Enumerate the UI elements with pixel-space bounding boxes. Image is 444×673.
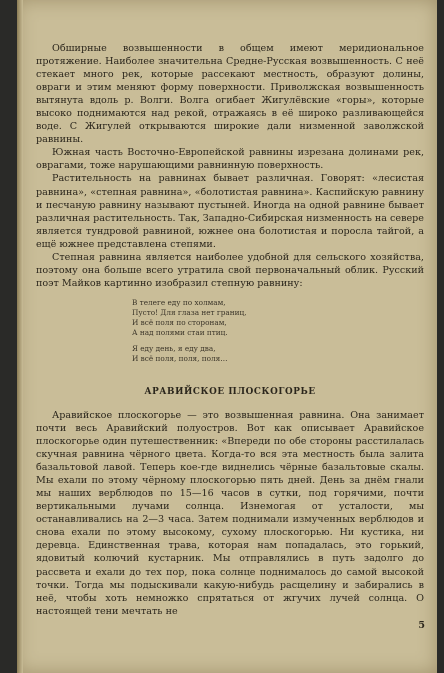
page-body	[36, 42, 424, 618]
poem-line: Я еду день, я еду два,	[132, 343, 216, 353]
book-spine-shadow	[17, 0, 23, 673]
paragraph: Аравийское плоскогорье — это возвышенная равнина. Она занимает почти весь Аравийский полуостров. Вот как описывает Аравийское плоскогорье один путешественник: «Впереди по обе стороны расстилалась скучная равнина чёрного цвета. Когда-то вся эта местность была залита базальтовой лавой. Теперь кое-где виднелись чёрные базальтовые скалы. Мы ехали по этому чёрному плоскогорью пять дней. День за днём гнали мы наших верблюдов по 15—16 часов в сутки, под горячими, почти вертикальными лучами солнца. Изнемогая от усталости, мы останавливались на 2—3 часа. Затем поднимали измученных верблюдов и снова ехали по этому высокому, сухому плоскогорью. Ни кустика, ни деревца. Единственная трава, которая нам попадалась, это горький, ядовитый колючий кустарник. Мы отправлялись в путь задолго до рассвета и ехали до тех пор, пока солнце поднималось до самой высокой точки. Тогда мы подыскивали какую-нибудь расщелину и забирались в неё, чтобы хоть немножко спрятаться от жгучих лучей солнца. О настоящей тени мечтать не	[36, 409, 424, 617]
poem-line: И всё поля по сторонам,	[132, 317, 227, 327]
poem-quote	[132, 298, 424, 364]
section-heading: АРАВИЙСКОЕ ПЛОСКОГОРЬЕ	[144, 386, 316, 397]
paragraph: Обширные возвышенности в общем имеют меридиональное протяжение. Наиболее значительна Средне-Русская возвышенность. С неё стекает много рек, которые рассекают местность, образуют долины, овраги и этим меняют форму поверхности. Приволжская возвышенность вытянута вдоль р. Волги. Волга огибает Жигулёвские «горы», которые высоко поднимаются над рекой, отражаясь в её широко разливающейся воде. С Жигулей открываются широкие дали низменной заволжской равнины.	[36, 43, 424, 146]
paragraph: Растительность на равнинах бывает различная. Говорят: «лесистая равнина», «степная равнина», «болотистая равнина». Каспийскую равнину и песчаную равнину называют пустыней. Иногда на одной равнине бывает различная растительность. Так, Западно-Сибирская низменность на севере является тундровой равниной, южнее она болотистая и поросла тайгой, а ещё южнее представлена степями.	[36, 173, 424, 250]
paragraph: Южная часть Восточно-Европейской равнины изрезана долинами рек, оврагами, тоже нарушающими равнинную поверхность.	[36, 147, 424, 172]
poem-line: В телеге еду по холмам,	[132, 297, 226, 307]
page-number: 5	[418, 620, 425, 631]
poem-line: Пусто! Для глаза нет границ,	[132, 307, 247, 317]
poem-line: А над полями стаи птиц.	[132, 327, 228, 337]
poem-stanza	[132, 298, 424, 338]
book-page	[17, 0, 437, 673]
paragraph: Степная равнина является наиболее удобной для сельского хозяйства, поэтому она больше всего утратила свой первоначальный облик. Русский поэт Майков картинно изобразил степную равнину:	[36, 251, 424, 289]
poem-stanza	[132, 344, 424, 364]
poem-line: И всё поля, поля, поля…	[132, 353, 228, 363]
